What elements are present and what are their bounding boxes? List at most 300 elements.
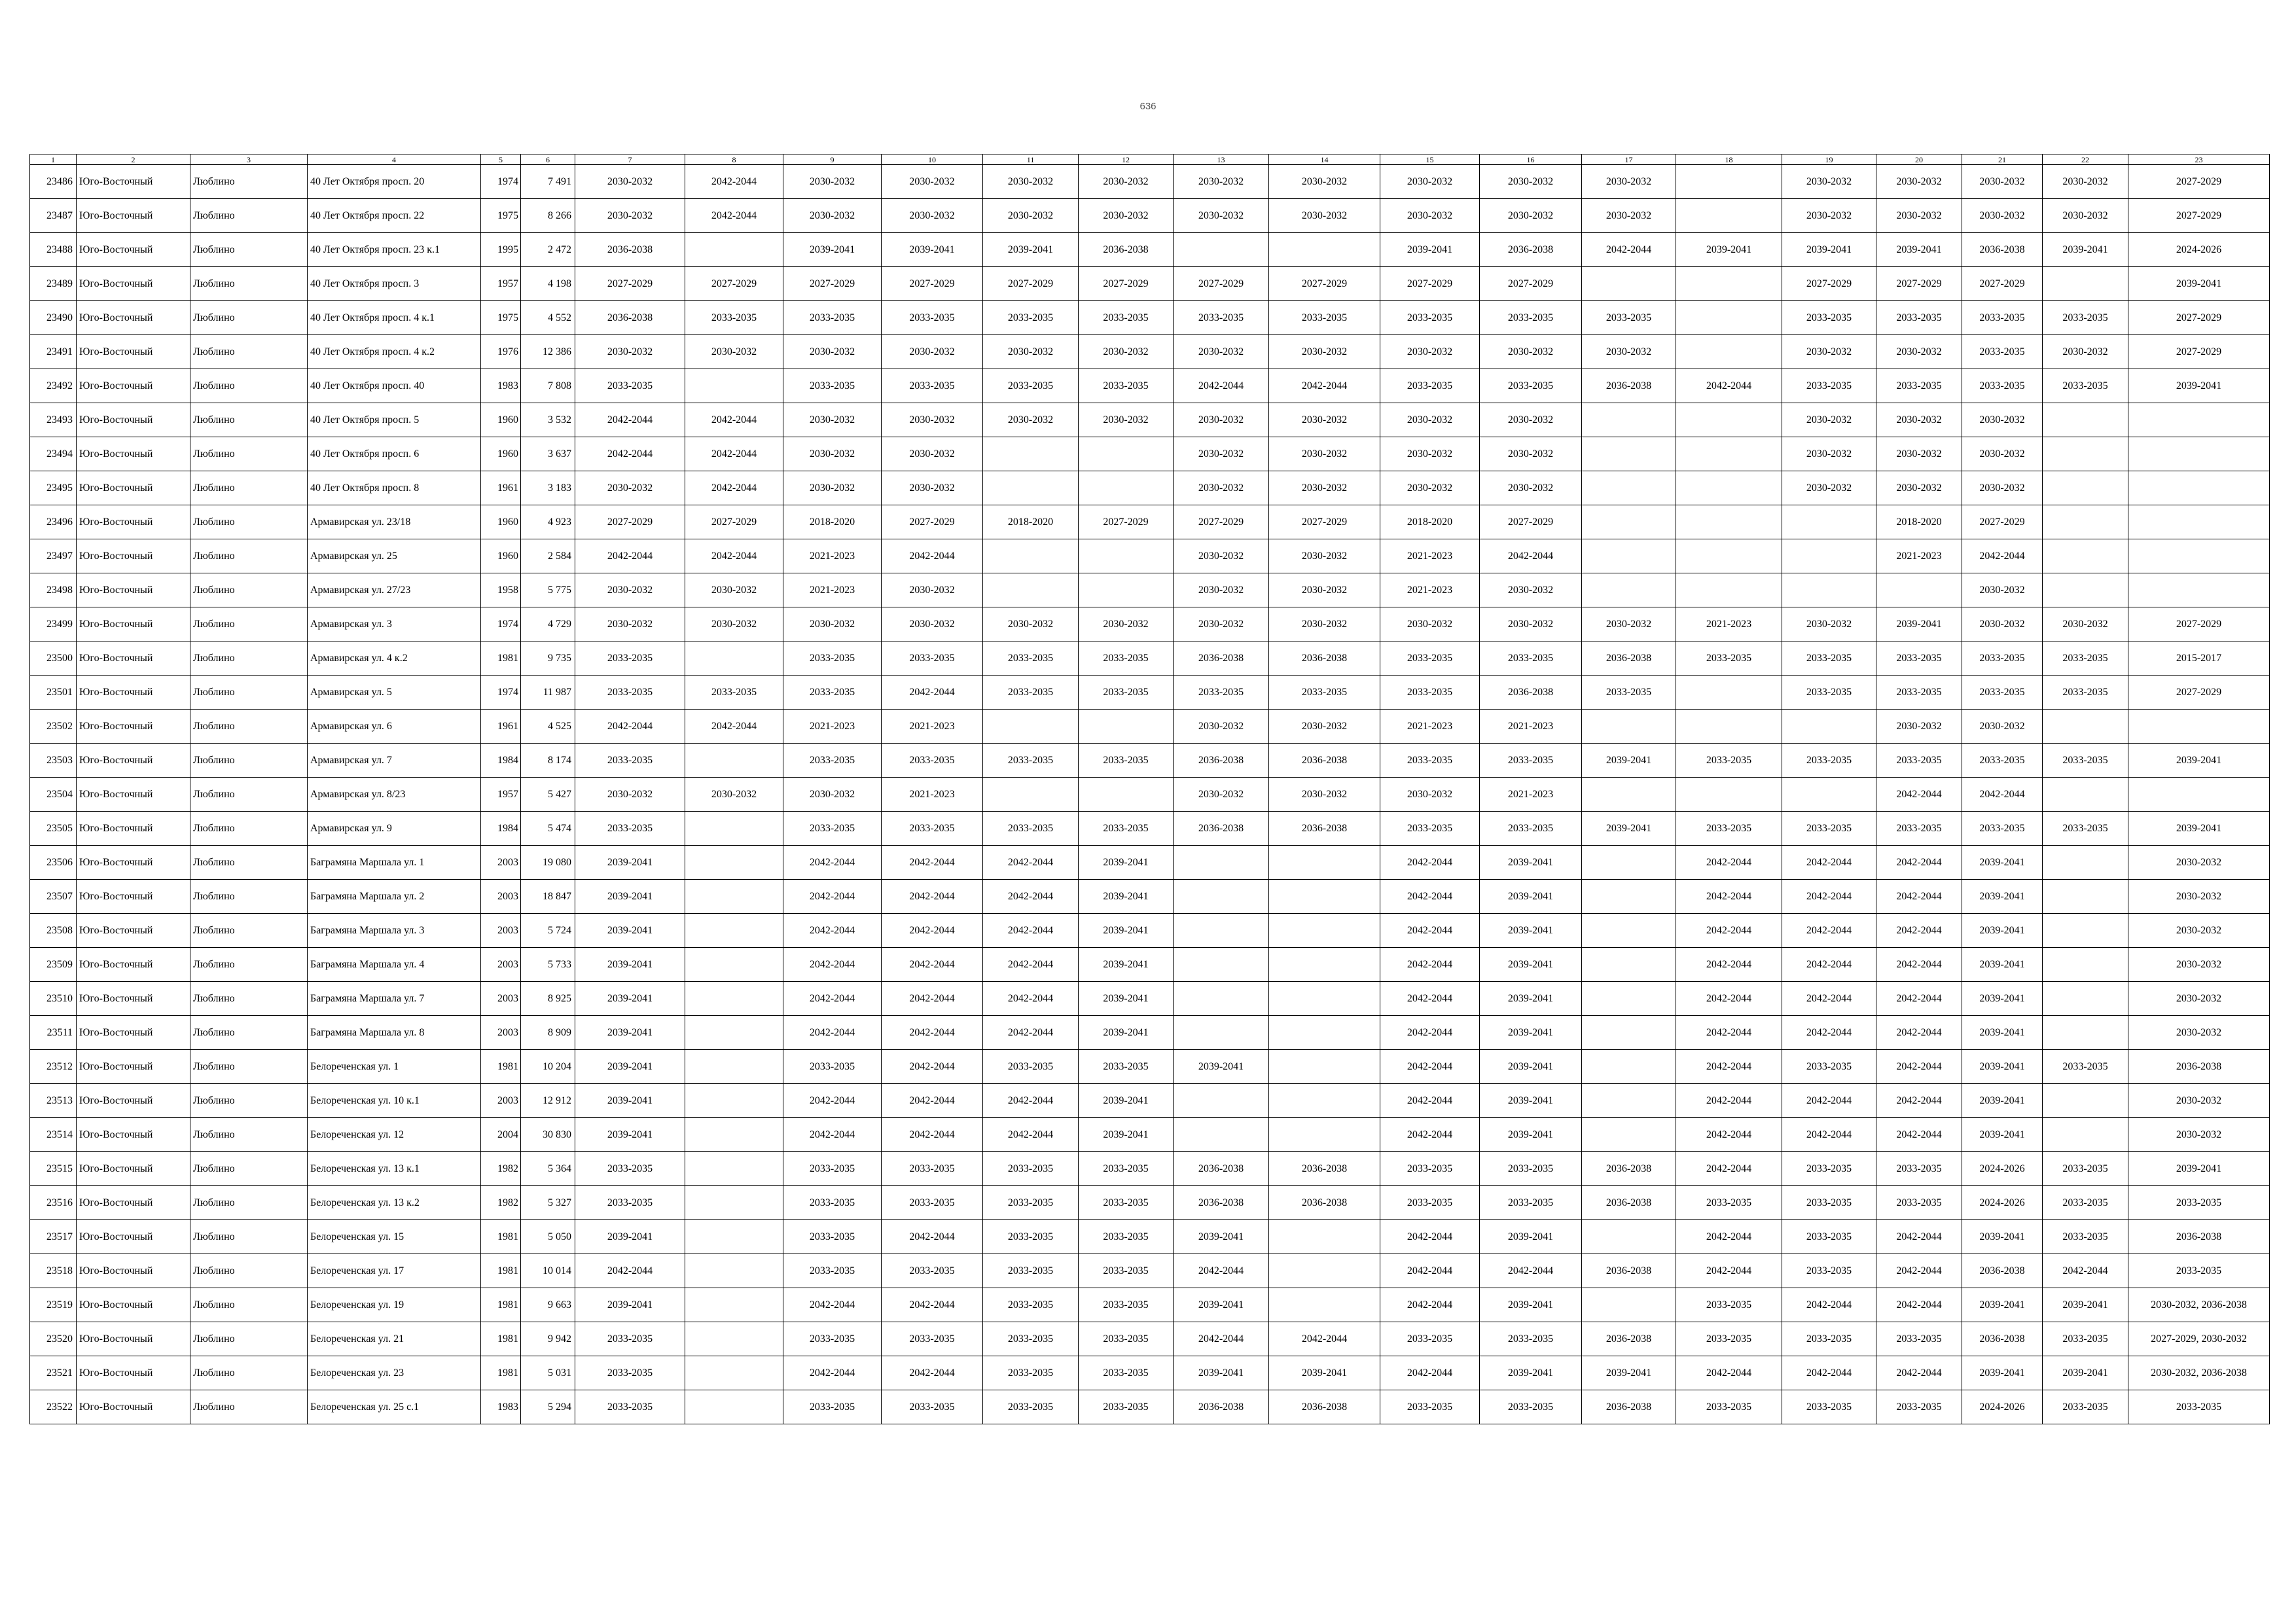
table-row	[30, 301, 2270, 335]
table-cell: 2030-2032, 2036-2038	[2128, 1356, 2270, 1390]
table-cell: 1961	[481, 471, 521, 505]
table-cell: 2042-2044	[783, 846, 882, 880]
table-cell: 23490	[30, 301, 77, 335]
table-cell: Белореченская ул. 1	[308, 1050, 481, 1084]
table-cell: 2030-2032	[1269, 607, 1380, 641]
table-cell: 2030-2032	[2043, 165, 2128, 199]
table-row	[30, 573, 2270, 607]
table-cell: 2030-2032	[2128, 880, 2270, 914]
table-cell: 2036-2038	[1582, 1254, 1676, 1288]
table-cell: 2033-2035	[575, 1356, 685, 1390]
table-cell: 2033-2035	[1876, 301, 1962, 335]
table-cell: 2042-2044	[2043, 1254, 2128, 1288]
table-cell: 2030-2032	[1380, 607, 1480, 641]
table-cell: 2033-2035	[882, 1186, 983, 1220]
table-cell: 2033-2035	[2043, 676, 2128, 710]
table-cell: 5 724	[521, 914, 575, 948]
table-row	[30, 1322, 2270, 1356]
table-cell: 2033-2035	[983, 369, 1079, 403]
table-cell: 2003	[481, 948, 521, 982]
table-cell: 2042-2044	[1782, 1084, 1876, 1118]
table-cell: 2042-2044	[882, 846, 983, 880]
table-cell: 2042-2044	[1380, 1288, 1480, 1322]
table-cell	[1269, 233, 1380, 267]
table-cell: 2039-2041	[1380, 233, 1480, 267]
table-cell: 2030-2032	[882, 199, 983, 233]
table-cell	[1582, 880, 1676, 914]
table-cell: 2036-2038	[1582, 369, 1676, 403]
table-cell: 2033-2035	[1782, 1254, 1876, 1288]
table-cell: Юго-Восточный	[77, 948, 190, 982]
table-cell: 2033-2035	[1782, 1390, 1876, 1424]
table-cell: 2033-2035	[783, 1050, 882, 1084]
table-cell: 23510	[30, 982, 77, 1016]
table-cell: 2027-2029	[1269, 267, 1380, 301]
table-cell: 2042-2044	[1676, 880, 1782, 914]
column-number-header: 17	[1582, 154, 1676, 165]
table-cell	[1174, 1016, 1269, 1050]
table-cell: 2033-2035	[1962, 676, 2043, 710]
table-cell	[983, 437, 1079, 471]
table-cell: 2033-2035	[783, 1152, 882, 1186]
table-cell	[1782, 573, 1876, 607]
table-cell: 2027-2029	[882, 267, 983, 301]
table-cell	[1582, 948, 1676, 982]
table-cell: Юго-Восточный	[77, 744, 190, 778]
table-cell: Юго-Восточный	[77, 1220, 190, 1254]
table-cell: 2042-2044	[1782, 846, 1876, 880]
table-cell: 2030-2032	[882, 607, 983, 641]
table-cell: 2036-2038	[1174, 641, 1269, 676]
table-row	[30, 744, 2270, 778]
table-cell: 2033-2035	[983, 676, 1079, 710]
table-cell: 2030-2032	[983, 607, 1079, 641]
table-cell: 2033-2035	[882, 301, 983, 335]
table-cell: 2042-2044	[882, 1356, 983, 1390]
table-cell: 2027-2029	[2128, 607, 2270, 641]
table-cell: 2033-2035	[1079, 369, 1174, 403]
table-cell: 2036-2038	[1962, 233, 2043, 267]
table-cell: 2033-2035	[783, 1220, 882, 1254]
table-cell: 2042-2044	[783, 948, 882, 982]
table-cell: 2042-2044	[1380, 1254, 1480, 1288]
table-cell: 2030-2032	[575, 335, 685, 369]
table-cell: 8 266	[521, 199, 575, 233]
table-cell: 2039-2041	[1876, 607, 1962, 641]
table-cell: 23504	[30, 778, 77, 812]
table-cell: Белореченская ул. 12	[308, 1118, 481, 1152]
table-cell: 2039-2041	[1174, 1356, 1269, 1390]
table-cell: 2027-2029	[1174, 505, 1269, 539]
table-cell: 9 735	[521, 641, 575, 676]
table-cell: 2033-2035	[1380, 1186, 1480, 1220]
table-cell: 2042-2044	[1782, 914, 1876, 948]
table-cell	[2043, 710, 2128, 744]
table-cell: Юго-Восточный	[77, 573, 190, 607]
table-cell	[983, 573, 1079, 607]
table-cell: 2030-2032	[2128, 846, 2270, 880]
table-cell	[685, 744, 783, 778]
table-cell: 2033-2035	[1380, 676, 1480, 710]
table-cell: 1983	[481, 1390, 521, 1424]
table-cell: Юго-Восточный	[77, 812, 190, 846]
table-cell: 2036-2038	[575, 301, 685, 335]
table-cell	[685, 880, 783, 914]
table-row	[30, 846, 2270, 880]
table-cell: 2030-2032	[575, 199, 685, 233]
schedule-table-container	[29, 154, 2269, 1424]
table-cell: 2015-2017	[2128, 641, 2270, 676]
table-cell	[1676, 437, 1782, 471]
table-cell: 2039-2041	[575, 1084, 685, 1118]
table-cell: Белореченская ул. 15	[308, 1220, 481, 1254]
column-number-header: 14	[1269, 154, 1380, 165]
table-cell: 2030-2032	[685, 573, 783, 607]
table-cell: 2042-2044	[1782, 880, 1876, 914]
table-cell: 2033-2035	[1782, 744, 1876, 778]
table-cell: Юго-Восточный	[77, 1254, 190, 1288]
table-cell: 2039-2041	[1962, 880, 2043, 914]
table-cell: 2039-2041	[1079, 914, 1174, 948]
column-number-header: 3	[190, 154, 308, 165]
table-cell: 2042-2044	[685, 199, 783, 233]
table-cell: 2033-2035	[2043, 301, 2128, 335]
table-cell: Баграмяна Маршала ул. 1	[308, 846, 481, 880]
table-cell: 2042-2044	[1380, 1050, 1480, 1084]
table-cell: 2030-2032	[1380, 165, 1480, 199]
table-row	[30, 778, 2270, 812]
table-cell: 2033-2035	[1962, 641, 2043, 676]
table-cell: Белореченская ул. 13 к.2	[308, 1186, 481, 1220]
table-cell: 23489	[30, 267, 77, 301]
table-cell: 2042-2044	[882, 948, 983, 982]
table-cell: Юго-Восточный	[77, 710, 190, 744]
table-cell: 2030-2032	[1174, 403, 1269, 437]
table-cell: 2042-2044	[1582, 233, 1676, 267]
table-cell: 2036-2038	[1269, 744, 1380, 778]
table-cell: 2033-2035	[882, 641, 983, 676]
table-cell: 1975	[481, 301, 521, 335]
table-cell: 2030-2032	[1174, 335, 1269, 369]
table-cell: 2042-2044	[1480, 1254, 1582, 1288]
table-cell: 2030-2032	[1269, 403, 1380, 437]
table-cell: 2030-2032	[1269, 539, 1380, 573]
table-cell	[1582, 267, 1676, 301]
table-cell: Баграмяна Маршала ул. 3	[308, 914, 481, 948]
table-cell: 1975	[481, 199, 521, 233]
table-cell: Баграмяна Маршала ул. 4	[308, 948, 481, 982]
table-cell: 2039-2041	[1480, 1016, 1582, 1050]
table-cell: Люблино	[190, 471, 308, 505]
table-row	[30, 1084, 2270, 1118]
table-cell: 5 474	[521, 812, 575, 846]
table-cell	[1269, 982, 1380, 1016]
table-cell: 2042-2044	[1676, 1356, 1782, 1390]
table-cell: 2030-2032	[1962, 471, 2043, 505]
table-cell: Юго-Восточный	[77, 607, 190, 641]
table-cell: 2030-2032	[2128, 1084, 2270, 1118]
table-row	[30, 539, 2270, 573]
table-cell	[2128, 471, 2270, 505]
table-cell: 23512	[30, 1050, 77, 1084]
table-cell: 2030-2032	[882, 335, 983, 369]
table-cell	[685, 369, 783, 403]
table-cell: Юго-Восточный	[77, 846, 190, 880]
table-row	[30, 641, 2270, 676]
table-cell: Люблино	[190, 846, 308, 880]
table-cell: 2042-2044	[783, 1288, 882, 1322]
table-cell: 23486	[30, 165, 77, 199]
table-cell: 2033-2035	[1876, 1186, 1962, 1220]
table-cell: 1984	[481, 812, 521, 846]
table-row	[30, 880, 2270, 914]
table-cell: 4 552	[521, 301, 575, 335]
table-cell: 2033-2035	[575, 1186, 685, 1220]
table-cell: Белореченская ул. 23	[308, 1356, 481, 1390]
table-cell: 23497	[30, 539, 77, 573]
table-cell: 2033-2035	[1079, 301, 1174, 335]
column-number-header: 2	[77, 154, 190, 165]
table-cell: Люблино	[190, 1152, 308, 1186]
table-cell: 2042-2044	[575, 403, 685, 437]
table-cell: 2033-2035	[2128, 1254, 2270, 1288]
table-cell: 2030-2032	[2128, 1118, 2270, 1152]
table-cell: 2042-2044	[1380, 1084, 1480, 1118]
table-cell	[1676, 573, 1782, 607]
table-cell: 2030-2032	[1582, 607, 1676, 641]
table-cell: 2030-2032	[1876, 710, 1962, 744]
table-cell: 40 Лет Октября просп. 5	[308, 403, 481, 437]
table-cell: 2027-2029	[575, 267, 685, 301]
column-number-header: 19	[1782, 154, 1876, 165]
table-cell: 2039-2041	[1962, 1356, 2043, 1390]
table-cell	[1582, 539, 1676, 573]
table-cell: 2033-2035	[1782, 301, 1876, 335]
table-cell: 2030-2032	[882, 403, 983, 437]
table-cell: 2030-2032	[1876, 335, 1962, 369]
table-cell: 2030-2032	[1480, 403, 1582, 437]
table-cell: 2039-2041	[1582, 744, 1676, 778]
table-row	[30, 982, 2270, 1016]
table-cell: 40 Лет Октября просп. 4 к.1	[308, 301, 481, 335]
table-cell: 2024-2026	[1962, 1390, 2043, 1424]
table-cell: 2030-2032	[983, 199, 1079, 233]
table-cell: 2033-2035	[1876, 369, 1962, 403]
table-row	[30, 1288, 2270, 1322]
table-cell: 2033-2035	[1269, 676, 1380, 710]
table-cell: 2042-2044	[1676, 1152, 1782, 1186]
table-cell: 2039-2041	[1480, 982, 1582, 1016]
table-cell: 2003	[481, 880, 521, 914]
table-cell	[1582, 1220, 1676, 1254]
table-cell: 7 808	[521, 369, 575, 403]
table-cell: 2042-2044	[1876, 1220, 1962, 1254]
table-cell: 23499	[30, 607, 77, 641]
table-cell	[2128, 710, 2270, 744]
table-cell: 4 525	[521, 710, 575, 744]
table-cell: 1974	[481, 607, 521, 641]
table-cell	[1174, 1118, 1269, 1152]
table-cell: 2033-2035	[1079, 641, 1174, 676]
table-cell: 30 830	[521, 1118, 575, 1152]
table-cell: 2042-2044	[882, 982, 983, 1016]
table-cell: 2039-2041	[1079, 982, 1174, 1016]
table-cell: 2042-2044	[882, 880, 983, 914]
table-cell: 2030-2032, 2036-2038	[2128, 1288, 2270, 1322]
table-cell	[2043, 573, 2128, 607]
table-cell: 2030-2032	[783, 165, 882, 199]
table-cell: 2033-2035	[1876, 676, 1962, 710]
table-cell: Люблино	[190, 1390, 308, 1424]
table-cell: 2042-2044	[685, 437, 783, 471]
table-cell: 2039-2041	[1962, 1288, 2043, 1322]
table-cell: 2030-2032	[1269, 165, 1380, 199]
table-cell	[1269, 1254, 1380, 1288]
table-cell: 2030-2032	[2043, 607, 2128, 641]
table-cell: 8 925	[521, 982, 575, 1016]
table-cell: 2033-2035	[1380, 1390, 1480, 1424]
table-cell	[685, 982, 783, 1016]
table-cell	[1582, 437, 1676, 471]
table-cell: 2027-2029	[882, 505, 983, 539]
table-cell: 23522	[30, 1390, 77, 1424]
table-cell: Люблино	[190, 369, 308, 403]
table-cell: 2033-2035	[1676, 1322, 1782, 1356]
table-cell: 2042-2044	[1174, 369, 1269, 403]
table-cell: 2042-2044	[882, 1118, 983, 1152]
table-cell: 2030-2032	[1876, 199, 1962, 233]
table-cell: 2027-2029	[2128, 199, 2270, 233]
table-cell: 2033-2035	[1676, 1186, 1782, 1220]
table-cell	[1676, 539, 1782, 573]
table-cell: Белореченская ул. 10 к.1	[308, 1084, 481, 1118]
table-cell: 2039-2041	[575, 1220, 685, 1254]
table-cell: 2033-2035	[783, 641, 882, 676]
column-number-header: 13	[1174, 154, 1269, 165]
table-cell	[685, 1050, 783, 1084]
table-cell: 2033-2035	[1380, 1152, 1480, 1186]
table-cell	[1269, 846, 1380, 880]
column-number-header: 11	[983, 154, 1079, 165]
table-cell: 2036-2038	[1480, 233, 1582, 267]
table-cell: 23491	[30, 335, 77, 369]
table-row	[30, 1254, 2270, 1288]
table-cell: 2030-2032	[1480, 165, 1582, 199]
table-cell: 3 637	[521, 437, 575, 471]
table-cell: 23521	[30, 1356, 77, 1390]
table-cell: 2039-2041	[1962, 1220, 2043, 1254]
table-cell: 2033-2035	[575, 369, 685, 403]
table-cell: 12 386	[521, 335, 575, 369]
table-cell: 2033-2035	[1876, 641, 1962, 676]
table-cell: Юго-Восточный	[77, 505, 190, 539]
table-cell: 2036-2038	[1582, 1186, 1676, 1220]
table-cell: 2033-2035	[1582, 301, 1676, 335]
table-cell: 2039-2041	[1269, 1356, 1380, 1390]
table-cell: 2030-2032	[1269, 335, 1380, 369]
table-cell: 2033-2035	[1480, 1390, 1582, 1424]
table-cell: 2 584	[521, 539, 575, 573]
table-cell: 2033-2035	[2043, 744, 2128, 778]
table-cell: 40 Лет Октября просп. 6	[308, 437, 481, 471]
column-number-header: 15	[1380, 154, 1480, 165]
table-cell	[983, 778, 1079, 812]
table-cell: Армавирская ул. 27/23	[308, 573, 481, 607]
table-row	[30, 1118, 2270, 1152]
table-row	[30, 914, 2270, 948]
table-cell: 40 Лет Октября просп. 23 к.1	[308, 233, 481, 267]
table-cell: Юго-Восточный	[77, 539, 190, 573]
table-cell: 2039-2041	[1079, 1118, 1174, 1152]
table-cell: 2033-2035	[983, 1390, 1079, 1424]
column-number-header: 21	[1962, 154, 2043, 165]
table-cell: 8 909	[521, 1016, 575, 1050]
table-cell: Армавирская ул. 9	[308, 812, 481, 846]
table-cell: 23506	[30, 846, 77, 880]
table-cell: 2033-2035	[2043, 812, 2128, 846]
table-cell: Люблино	[190, 676, 308, 710]
table-cell: 2027-2029	[685, 267, 783, 301]
table-cell: 2030-2032	[983, 165, 1079, 199]
table-cell: 5 427	[521, 778, 575, 812]
table-cell: Люблино	[190, 812, 308, 846]
table-cell: 2033-2035	[882, 744, 983, 778]
table-cell: 23515	[30, 1152, 77, 1186]
table-cell: 2030-2032	[685, 607, 783, 641]
table-cell: 2042-2044	[1676, 369, 1782, 403]
table-cell: 2027-2029	[2128, 335, 2270, 369]
table-cell: 2033-2035	[783, 1390, 882, 1424]
table-cell: Люблино	[190, 403, 308, 437]
table-cell: 2033-2035	[1174, 301, 1269, 335]
table-cell: 2030-2032	[1782, 199, 1876, 233]
table-cell: 2042-2044	[685, 165, 783, 199]
table-cell: 2030-2032	[1174, 199, 1269, 233]
table-row	[30, 267, 2270, 301]
column-number-header: 16	[1480, 154, 1582, 165]
table-cell: 2042-2044	[1676, 846, 1782, 880]
table-cell: Люблино	[190, 199, 308, 233]
table-cell: 9 663	[521, 1288, 575, 1322]
table-cell: 2021-2023	[1380, 539, 1480, 573]
table-cell	[1269, 880, 1380, 914]
table-cell: 2042-2044	[1782, 1288, 1876, 1322]
table-cell	[685, 1356, 783, 1390]
table-cell: 2030-2032	[1782, 403, 1876, 437]
table-cell: 11 987	[521, 676, 575, 710]
table-cell: 2030-2032	[1480, 437, 1582, 471]
table-cell: 2042-2044	[575, 437, 685, 471]
table-cell: 2027-2029	[1174, 267, 1269, 301]
table-cell: 1995	[481, 233, 521, 267]
table-cell: 2042-2044	[882, 1050, 983, 1084]
table-cell: 2039-2041	[1962, 1084, 2043, 1118]
table-cell: 2033-2035	[1782, 676, 1876, 710]
table-cell: 40 Лет Октября просп. 40	[308, 369, 481, 403]
table-cell: 10 014	[521, 1254, 575, 1288]
table-cell: 2030-2032	[1380, 437, 1480, 471]
table-cell: 2030-2032	[1480, 607, 1582, 641]
table-cell	[1269, 1118, 1380, 1152]
table-cell: 5 733	[521, 948, 575, 982]
table-cell	[1582, 1084, 1676, 1118]
table-cell: 4 729	[521, 607, 575, 641]
table-cell: 2042-2044	[1676, 982, 1782, 1016]
table-cell: Армавирская ул. 7	[308, 744, 481, 778]
table-cell: 2018-2020	[1380, 505, 1480, 539]
table-cell: 2033-2035	[2043, 1186, 2128, 1220]
table-cell	[1174, 948, 1269, 982]
